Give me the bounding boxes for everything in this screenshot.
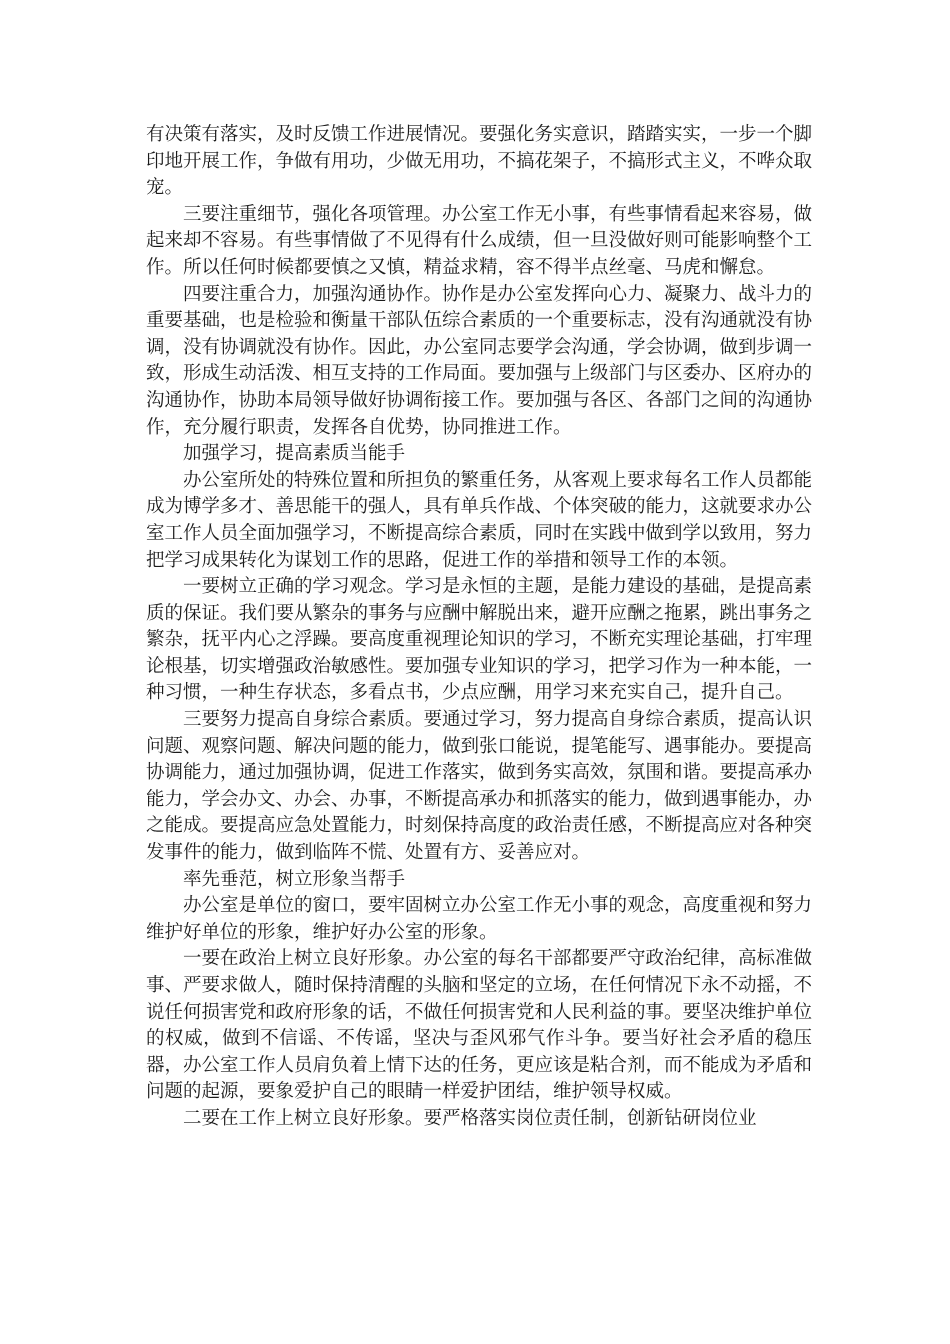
section-heading: 率先垂范，树立形象当帮手 [183,868,406,890]
paragraph: 办公室所处的特殊位置和所担负的繁重任务，从客观上要求每名工作人员都能成为博学多才、善思能干的强人，具有单兵作战、个体突破的能力，这就要求办公室工作人员全面加强学习，不断提高综合素质，同时在实践中做到学以致用，努力把学习成果转化为谋划工作的思路，促进工作的举措和领导工作的本领。 [146,469,813,571]
section-heading: 加强学习，提高素质当能手 [183,443,406,465]
paragraph: 一要在政治上树立良好形象。办公室的每名干部都要严守政治纪律，高标准做事、严要求做人，随时保持清醒的头脑和坚定的立场，在任何情况下永不动摇，不说任何损害党和政府形象的话，不做任何损害党和人民利益的事。要坚决维护单位的权威，做到不信谣、不传谣，坚决与歪风邪气作斗争。要当好社会矛盾的稳压器，办公室工作人员肩负着上情下达的任务，更应该是粘合剂，而不能成为矛盾和问题的起源，要象爱护自己的眼睛一样爱护团结，维护领导权威。 [146,948,813,1103]
paragraph: 四要注重合力，加强沟通协作。协作是办公室发挥向心力、凝聚力、战斗力的重要基础，也是检验和衡量干部队伍综合素质的一个重要标志，没有沟通就没有协调，没有协调就没有协作。因此，办公室同志要学会沟通，学会协调，做到步调一致，形成生动活泼、相互支持的工作局面。要加强与上级部门与区委办、区府办的沟通协作，协助本局领导做好协调衔接工作。要加强与各区、各部门之间的沟通协作，充分履行职责，发挥各自优势，协同推进工作。 [146,283,813,438]
paragraph: 办公室是单位的窗口，要牢固树立办公室工作无小事的观念，高度重视和努力维护好单位的形象，维护好办公室的形象。 [146,895,813,943]
document-body [146,122,812,1133]
paragraph: 一要树立正确的学习观念。学习是永恒的主题，是能力建设的基础，是提高素质的保证。我们要从繁杂的事务与应酬中解脱出来，避开应酬之拖累，跳出事务之繁杂，抚平内心之浮躁。要高度重视理论知识的学习，不断充实理论基础，打牢理论根基，切实增强政治敏感性。要加强专业知识的学习，把学习作为一种本能，一种习惯，一种生存状态，多看点书，少点应酬，用学习来充实自己，提升自己。 [146,576,813,704]
paragraph: 二要在工作上树立良好形象。要严格落实岗位责任制，创新钻研岗位业 [183,1107,757,1129]
paragraph: 有决策有落实，及时反馈工作进展情况。要强化务实意识，踏踏实实，一步一个脚印地开展工作，争做有用功，少做无用功，不搞花架子，不搞形式主义，不哗众取宠。 [146,124,813,199]
paragraph: 三要注重细节，强化各项管理。办公室工作无小事，有些事情看起来容易，做起来却不容易。有些事情做了不见得有什么成绩，但一旦没做好则可能影响整个工作。所以任何时候都要慎之又慎，精益求精，容不得半点丝毫、马虎和懈怠。 [146,203,813,278]
paragraph: 三要努力提高自身综合素质。要通过学习，努力提高自身综合素质，提高认识问题、观察问题、解决问题的能力，做到张口能说，提笔能写、遇事能办。要提高协调能力，通过加强协调，促进工作落实，做到务实高效，氛围和谐。要提高承办能力，学会办文、办会、办事，不断提高承办和抓落实的能力，做到遇事能办，办之能成。要提高应急处置能力，时刻保持高度的政治责任感，不断提高应对各种突发事件的能力，做到临阵不慌、处置有方、妥善应对。 [146,709,813,864]
